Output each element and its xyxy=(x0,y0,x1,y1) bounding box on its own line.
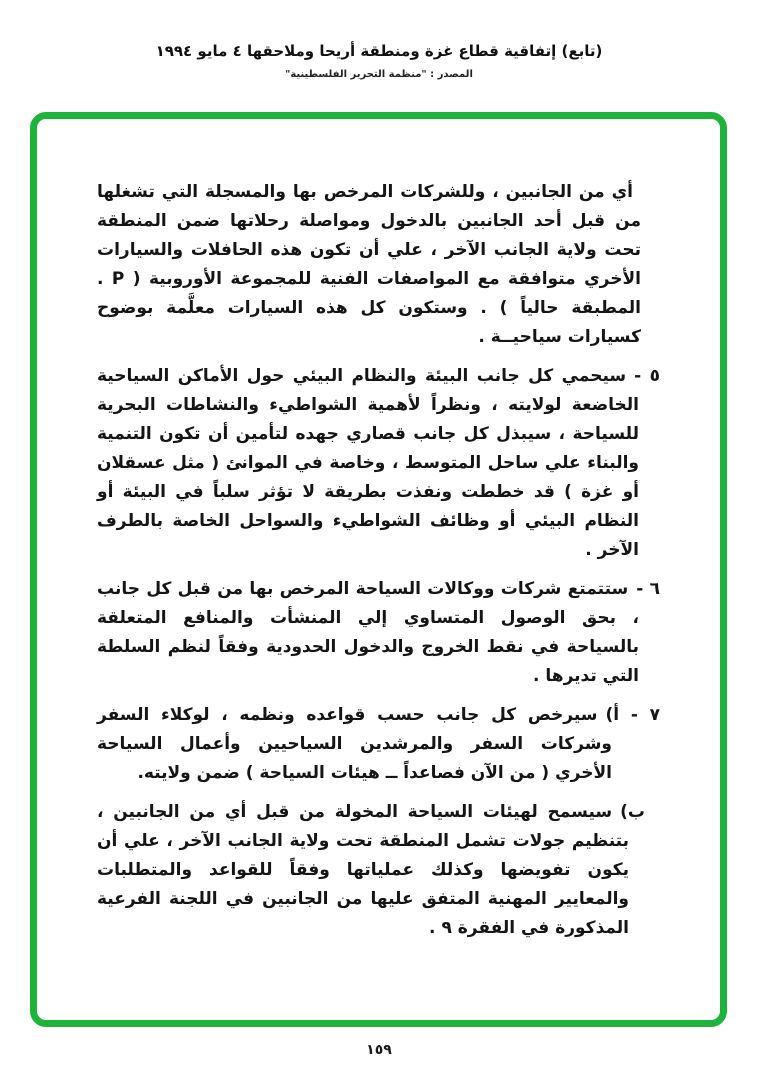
paragraph-item-5 xyxy=(97,362,660,565)
paragraph-marker: ٧ - أ) xyxy=(605,705,660,725)
paragraph-marker: ٥ - xyxy=(634,366,660,386)
paragraph-item-7a xyxy=(97,701,660,788)
document-title: (تابع) إتفاقية قطاع غزة ومنطقة أريحا وملاحقها ٤ مايو ١٩٩٤ xyxy=(155,42,603,60)
document-body xyxy=(97,178,660,943)
paragraph-text: سيسمح لهيئات السياحة المخولة من قبل أي من الجانبين ، بتنظيم جولات تشمل المنطقة تحت ولاية الجانب الآخر ، علي أن يكون تفويضها وكذلك عملياتها وفقاً للقواعد والمتطلبات والمعايير المهنية المتفق عليها من الجانبين في اللجنة الفرعية المذكورة في الفقرة ٩ . xyxy=(97,802,629,938)
paragraph-marker: ٦ - xyxy=(636,579,660,599)
green-border-frame xyxy=(30,112,727,1027)
paragraph-text: أي من الجانبين ، وللشركات المرخص بها والمسجلة التي تشغلها من قبل أحد الجانبين بالدخول ومواصلة رحلاتها ضمن المنطقة تحت ولاية الجانب الآخر ، علي أن تكون هذه الحافلات والسيارات الأخري متوافقة مع المواصفات الفنية للمجموعة الأوروبية ( P . المطبقة حالياً ) . وستكون كل هذه السيارات معلَّمة بوضوح كسيارات سياحيــة . xyxy=(97,182,641,347)
paragraph-continuation xyxy=(97,178,641,352)
paragraph-marker: ب) xyxy=(620,802,645,822)
paragraph-text: ستتمتع شركات ووكالات السياحة المرخص بها من قبل كل جانب ، بحق الوصول المتساوي إلي المنشأت والمنافع المتعلقة بالسياحة في نقط الخروج والدخول الحدودية وفقاً لنظم السلطة التي تديرها . xyxy=(97,579,639,686)
paragraph-item-6 xyxy=(97,575,660,691)
paragraph-text: سيحمي كل جانب البيئة والنظام البيئي حول الأماكن السياحية الخاضعة لولايته ، ونظراً لأهمية الشواطيء والنشاطات البحرية للسياحة ، سيبذل كل جانب قصاري جهده لتأمين أن تكون التنمية والبناء علي ساحل المتوسط ، وخاصة في الموانئ ( مثل عسقلان أو غزة ) قد خططت ونفذت بطريقة لا تؤثر سلباً في البيئة أو النظام البيئي أو وظائف الشواطيء والسواحل الخاصة بالطرف الآخر . xyxy=(97,366,639,560)
document-source: المصدر : "منظمة التحرير الفلسطينية" xyxy=(285,69,473,80)
paragraph-text: سيرخص كل جانب حسب قواعده ونظمه ، لوكلاء السفر وشركات السفر والمرشدين السياحيين وأعمال السياحة الأخري ( من الآن فصاعداً ــ هيئات السياحة ) ضمن ولايته. xyxy=(97,705,612,783)
page-number: ١٥٩ xyxy=(366,1042,392,1058)
paragraph-item-7b xyxy=(97,798,645,943)
page-header xyxy=(0,42,758,80)
